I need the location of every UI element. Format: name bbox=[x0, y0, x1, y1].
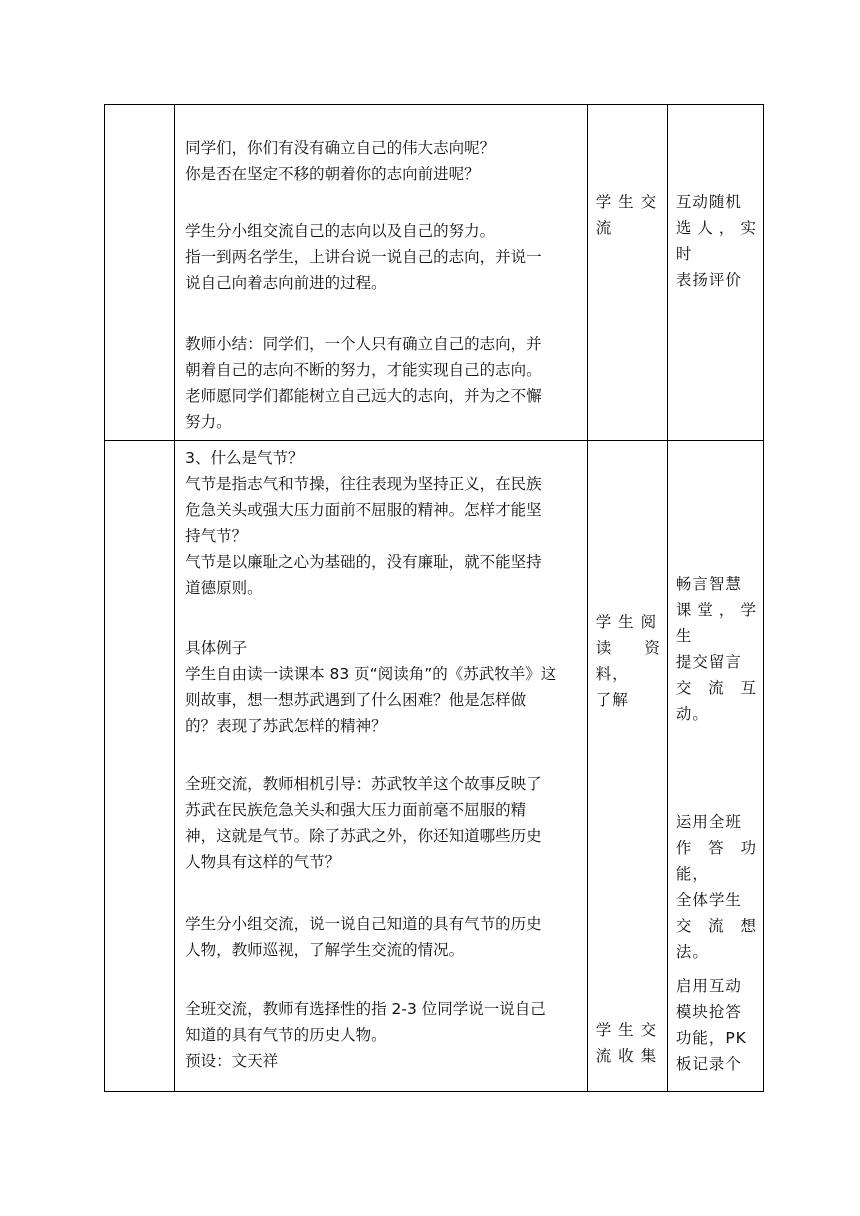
tech-application-text bbox=[676, 189, 757, 293]
text-line: 的？表现了苏武怎样的精神？ bbox=[185, 717, 387, 735]
text-line: 知道的具有气节的历史人物。 bbox=[185, 1026, 387, 1044]
text-line: 预设：文天祥 bbox=[185, 1052, 279, 1070]
text-line: 交流想法。 bbox=[675, 917, 757, 961]
table-row bbox=[105, 441, 764, 1092]
text-line: 道德原则。 bbox=[185, 579, 263, 597]
content-paragraph bbox=[185, 135, 579, 187]
teaching-content-cell bbox=[175, 105, 588, 441]
text-line: 模块抢答 bbox=[675, 1003, 742, 1021]
student-activity-cell bbox=[587, 441, 667, 1092]
text-line: 教师小结：同学们，一个人只有确立自己的志向，并 bbox=[185, 335, 542, 353]
text-line: 朝着自己的志向不断的努力，才能实现自己的志向。 bbox=[185, 361, 542, 379]
empty-cell bbox=[105, 105, 175, 441]
text-line: 课堂，学生 bbox=[675, 601, 757, 645]
text-line: 流 bbox=[595, 219, 613, 237]
text-line: 读资料， bbox=[595, 639, 661, 683]
student-activity-text bbox=[596, 189, 661, 241]
text-line: 学生分小组交流自己的志向以及自己的努力。 bbox=[185, 222, 496, 240]
text-line: 作答功能， bbox=[675, 839, 757, 883]
text-line: 提交留言 bbox=[675, 653, 742, 671]
text-line: 启用互动 bbox=[675, 977, 742, 995]
text-line: 学 生 阅 bbox=[595, 613, 658, 631]
text-line: 努力。 bbox=[185, 413, 232, 431]
text-line: 互动随机 bbox=[675, 193, 742, 211]
text-line: 人物具有这样的气节？ bbox=[185, 853, 341, 871]
tech-application-text bbox=[676, 973, 757, 1077]
text-line: 人物，教师巡视，了解学生交流的情况。 bbox=[185, 941, 465, 959]
text-line: 则故事，想一想苏武遇到了什么困难？他是怎样做 bbox=[185, 691, 527, 709]
text-line: 选人，实时 bbox=[675, 219, 757, 263]
text-line: 板记录个 bbox=[675, 1055, 742, 1073]
text-line: 功能，PK bbox=[675, 1029, 747, 1047]
content-paragraph bbox=[185, 771, 579, 875]
student-activity-text bbox=[596, 1017, 661, 1069]
text-line: 了解 bbox=[595, 691, 629, 709]
text-line: 3、什么是气节？ bbox=[185, 449, 304, 467]
text-line: 全体学生 bbox=[675, 891, 742, 909]
text-line: 交流互动。 bbox=[675, 679, 757, 723]
content-paragraph bbox=[185, 331, 579, 435]
content-paragraph bbox=[185, 445, 579, 601]
tech-application-text bbox=[676, 809, 757, 965]
text-line: 学生分小组交流，说一说自己知道的具有气节的历史 bbox=[185, 915, 542, 933]
text-line: 流 收 集 bbox=[595, 1047, 658, 1065]
content-paragraph bbox=[185, 218, 579, 296]
text-line: 持气节？ bbox=[185, 527, 248, 545]
lesson-plan-table bbox=[104, 104, 764, 1092]
text-line: 你是否在坚定不移的朝着你的志向前进呢？ bbox=[185, 165, 480, 183]
text-line: 气节是以廉耻之心为基础的，没有廉耻，就不能坚持 bbox=[185, 553, 542, 571]
teaching-content-cell bbox=[175, 441, 588, 1092]
text-line: 全班交流，教师有选择性的指 2-3 位同学说一说自己 bbox=[185, 1000, 546, 1018]
text-line: 气节是指志气和节操，往往表现为坚持正义，在民族 bbox=[185, 475, 542, 493]
text-line: 学 生 交 bbox=[595, 193, 658, 211]
student-activity-cell bbox=[587, 105, 667, 441]
content-paragraph bbox=[185, 911, 579, 963]
tech-application-cell bbox=[667, 441, 763, 1092]
table-row bbox=[105, 105, 764, 441]
text-line: 学生自由读一读课本 83 页“阅读角”的《苏武牧羊》这 bbox=[185, 665, 557, 683]
student-activity-text bbox=[596, 609, 661, 713]
text-line: 全班交流，教师相机引导：苏武牧羊这个故事反映了 bbox=[185, 775, 542, 793]
text-line: 指一到两名学生，上讲台说一说自己的志向，并说一 bbox=[185, 248, 542, 266]
text-line: 表扬评价 bbox=[675, 271, 742, 289]
text-line: 苏武在民族危急关头和强大压力面前毫不屈服的精 bbox=[185, 801, 527, 819]
content-paragraph bbox=[185, 996, 579, 1074]
text-line: 神，这就是气节。除了苏武之外，你还知道哪些历史 bbox=[185, 827, 542, 845]
text-line: 说自己向着志向前进的过程。 bbox=[185, 274, 387, 292]
text-line: 同学们，你们有没有确立自己的伟大志向呢？ bbox=[185, 139, 496, 157]
tech-application-cell bbox=[667, 105, 763, 441]
content-paragraph bbox=[185, 635, 579, 739]
text-line: 老师愿同学们都能树立自己远大的志向，并为之不懈 bbox=[185, 387, 542, 405]
text-line: 具体例子 bbox=[185, 639, 248, 657]
text-line: 运用全班 bbox=[675, 813, 742, 831]
text-line: 畅言智慧 bbox=[675, 575, 742, 593]
empty-cell bbox=[105, 441, 175, 1092]
text-line: 学 生 交 bbox=[595, 1021, 658, 1039]
text-line: 危急关头或强大压力面前不屈服的精神。怎样才能坚 bbox=[185, 501, 542, 519]
tech-application-text bbox=[676, 571, 757, 727]
